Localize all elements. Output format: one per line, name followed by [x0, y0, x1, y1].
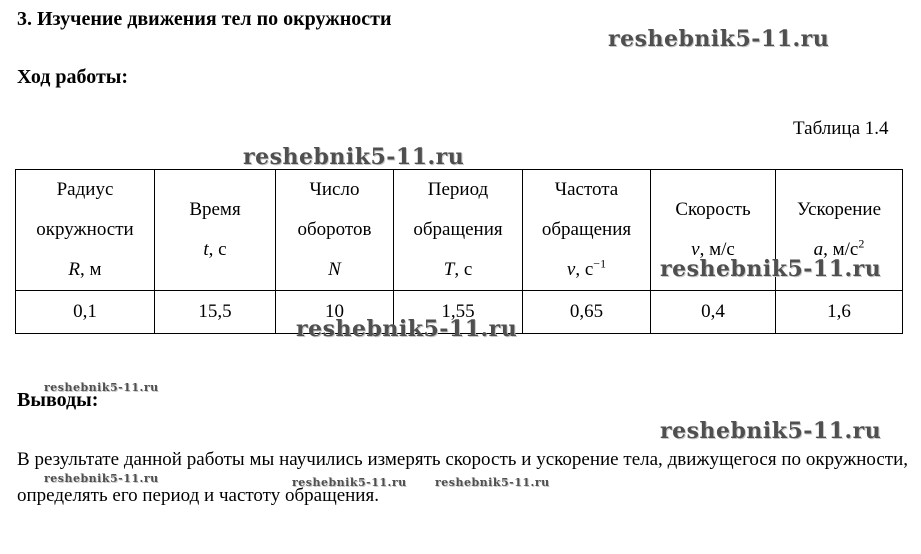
header-frequency: Частота обращения ν, $с^{-1}$	[523, 170, 651, 291]
page-title: 3. Изучение движения тел по окружности	[17, 8, 392, 30]
cell-time: 15,5	[155, 291, 276, 334]
header-radius: Радиус окружности R, м	[16, 170, 155, 291]
watermark: reshebnik5-11.ru	[296, 316, 518, 342]
watermark: reshebnik5-11.ru	[660, 418, 882, 444]
results-table	[15, 169, 903, 334]
header-period: Период обращения T, с	[394, 170, 523, 291]
cell-frequency: 0,65	[523, 291, 651, 334]
watermark: reshebnik5-11.ru	[243, 144, 465, 170]
header-time: Время t, с	[155, 170, 276, 291]
cell-speed: 0,4	[651, 291, 776, 334]
header-acceleration: Ускорение a, $м/с^2$	[776, 170, 903, 291]
cell-period: 1,55	[394, 291, 523, 334]
header-revolutions: Число оборотов N	[276, 170, 394, 291]
header-speed: Скорость v, м/с	[651, 170, 776, 291]
watermark: reshebnik5-11.ru	[435, 476, 550, 489]
conclusion-text: В результате данной работы мы научились измерять скорость и ускорение тела, движущегося по окружности, определять его период и частоту обращения.	[17, 449, 908, 506]
conclusions-heading: Выводы:	[17, 389, 99, 411]
procedure-heading: Ход работы:	[17, 66, 129, 88]
watermark: reshebnik5-11.ru	[608, 26, 830, 52]
cell-acceleration: 1,6	[776, 291, 903, 334]
watermark: reshebnik5-11.ru	[292, 476, 407, 489]
watermark: reshebnik5-11.ru	[44, 472, 159, 485]
watermark: reshebnik5-11.ru	[44, 381, 159, 394]
table-caption: Таблица 1.4	[793, 118, 889, 139]
cell-revolutions: 10	[276, 291, 394, 334]
cell-radius: 0,1	[16, 291, 155, 334]
watermark: reshebnik5-11.ru	[660, 256, 882, 282]
